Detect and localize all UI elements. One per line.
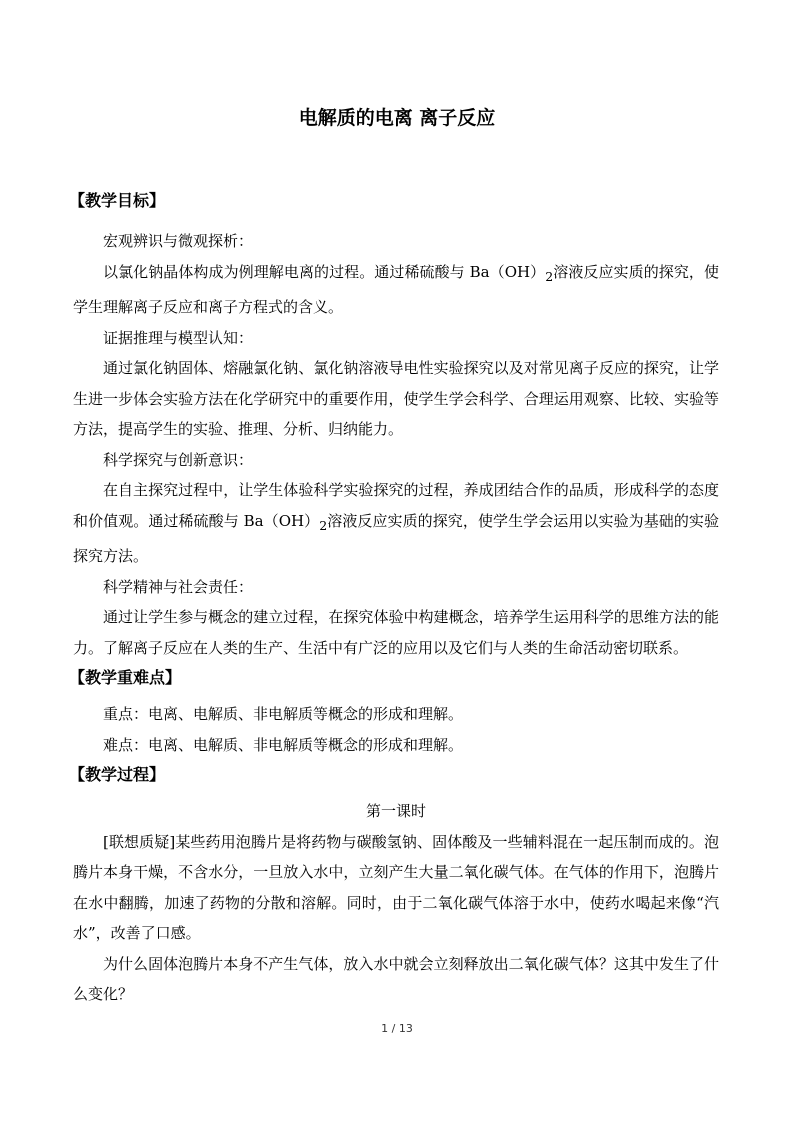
subscript-two: 2	[545, 268, 554, 284]
section-heading-key-points: 【教学重难点】	[69, 668, 182, 687]
objective-text-inquiry-b: 溶液反应实质的探究，使学生学会运用以实验为基础的实验探究方法。	[73, 511, 719, 565]
objective-paragraph-macro	[73, 257, 719, 323]
objective-paragraph-inquiry	[73, 475, 719, 572]
process-paragraph-1: [联想质疑]某些药用泡腾片是将药物与碳酸氢钠、固体酸及一些辅料混在一起压制而成的。泡腾片本身干燥，不含水分，一旦放入水中，立刻产生大量二氧化碳气体。在气体的作用下，泡腾片在水中翻腾，加速了药物的分散和溶解。同时，由于二氧化碳气体溶于水中，使药水喝起来像“汽水”，改善了口感。	[73, 832, 719, 942]
process-paragraph-2: 为什么固体泡腾片本身不产生气体，放入水中就会立刻释放出二氧化碳气体？这其中发生了什么变化？	[73, 954, 719, 1003]
objective-paragraph-spirit: 通过让学生参与概念的建立过程，在探究体验中构建概念，培养学生运用科学的思维方法的能力。了解离子反应在人类的生产、生活中有广泛的应用以及它们与人类的生命活动密切联系。	[73, 608, 719, 657]
section-heading-process: 【教学过程】	[69, 765, 166, 784]
lesson-label: 第一课时	[365, 802, 426, 820]
key-point-difficulty: 难点：电离、电解质、非电解质等概念的形成和理解。	[103, 735, 464, 754]
objective-label-evidence: 证据推理与模型认知：	[103, 328, 254, 347]
objective-label-spirit: 科学精神与社会责任：	[103, 577, 254, 596]
objective-text-inquiry-a: 在自主探究过程中，让学生体验科学实验探究的过程，养成团结合作的品质，形成科学的态度和价值观。通过稀硫酸与 Ba（OH）	[73, 481, 719, 530]
objective-label-inquiry: 科学探究与创新意识：	[103, 450, 254, 469]
section-heading-objectives: 【教学目标】	[69, 191, 166, 210]
objective-paragraph-evidence: 通过氯化钠固体、熔融氯化钠、氯化钠溶液导电性实验探究以及对常见离子反应的探究，让学生进一步体会实验方法在化学研究中的重要作用，使学生学会科学、合理运用观察、比较、实验等方法，提高学生的实验、推理、分析、归纳能力。	[73, 359, 719, 438]
key-point-focus: 重点：电离、电解质、非电解质等概念的形成和理解。	[103, 705, 464, 723]
objective-label-macro: 宏观辨识与微观探析：	[103, 232, 254, 250]
page-number: 1 / 13	[381, 1022, 413, 1035]
document-title: 电解质的电离 离子反应	[298, 107, 496, 129]
document-body	[69, 184, 719, 1010]
objective-text-macro-a: 以氯化钠晶体构成为例理解电离的过程。通过稀硫酸与 Ba（OH）	[103, 262, 546, 281]
subscript-two: 2	[319, 517, 328, 533]
objective-text-macro-b: 溶液反应实质的探究，使学生理解离子反应和离子方程式的含义。	[73, 262, 719, 316]
